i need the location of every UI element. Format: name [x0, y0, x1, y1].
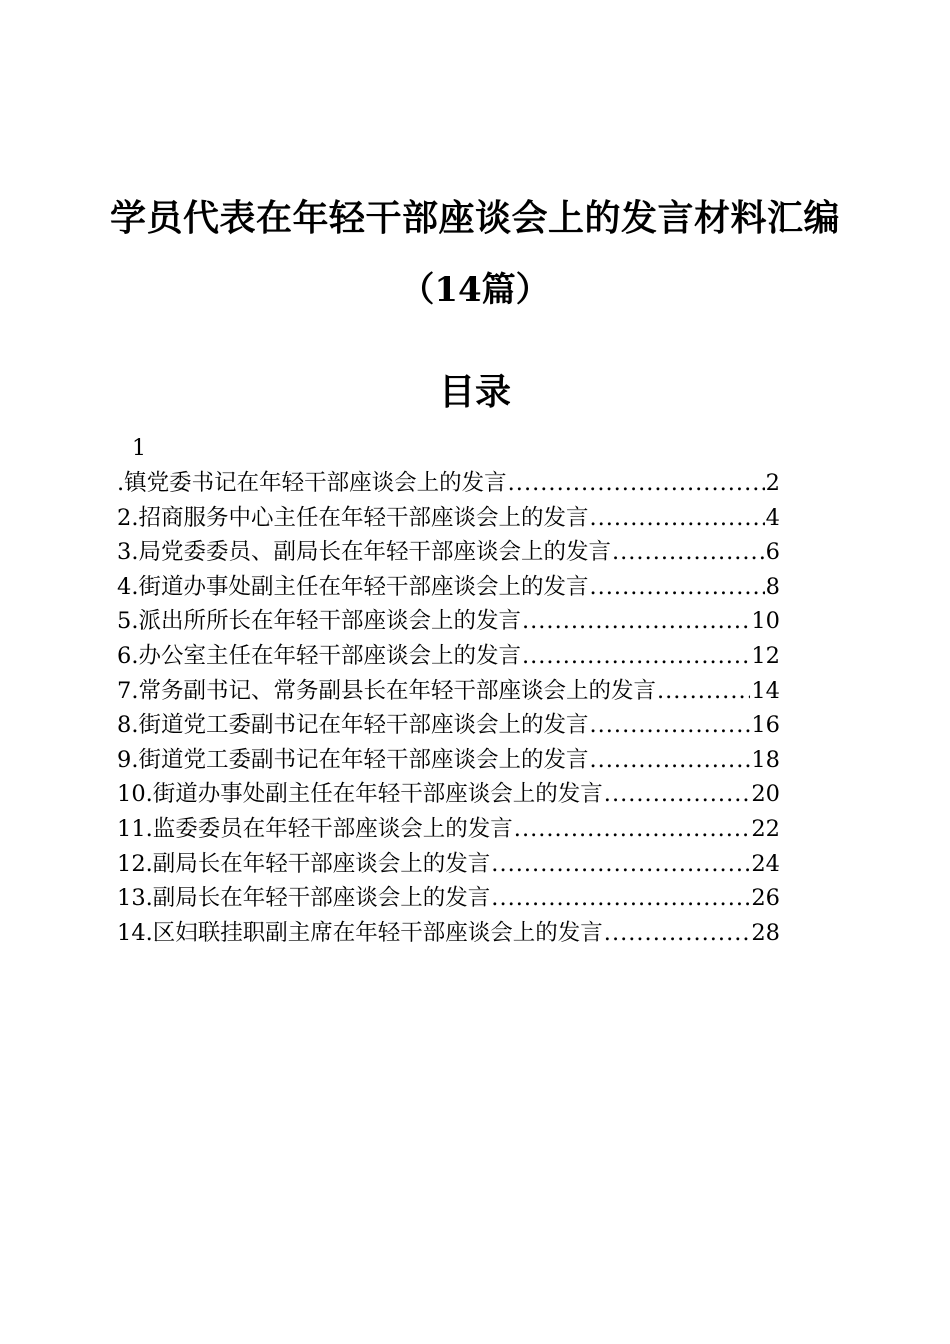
toc-leader-dots	[589, 570, 764, 605]
toc-heading: 目录	[438, 371, 511, 413]
toc-entry-2[interactable]	[117, 501, 780, 536]
toc-leader-dots	[612, 535, 765, 570]
toc-entry-10[interactable]	[117, 777, 780, 812]
document-title: 学员代表在年轻干部座谈会上的发言材料汇编	[109, 197, 840, 239]
toc-entry-page: 26	[751, 885, 780, 912]
toc-leader-dots	[604, 777, 751, 812]
toc-entry-page: 28	[751, 919, 780, 946]
toc-entry-12[interactable]	[117, 847, 780, 882]
toc-leader-dots	[491, 881, 750, 916]
toc-leader-dots	[491, 847, 750, 882]
toc-entry-page: 2	[765, 470, 780, 496]
toc-entry-page: 18	[751, 746, 780, 773]
toc-entry-title: 3.局党委委员、副局长在年轻干部座谈会上的发言	[117, 539, 611, 566]
table-of-contents	[117, 466, 780, 950]
toc-entry-14[interactable]	[117, 916, 780, 951]
toc-entry-title: 10.街道办事处副主任在年轻干部座谈会上的发言	[117, 781, 603, 808]
toc-entry-page: 22	[751, 815, 780, 842]
toc-entry-title: 4.街道办事处副主任在年轻干部座谈会上的发言	[117, 573, 589, 600]
toc-entry-title: 2.招商服务中心主任在年轻干部座谈会上的发言	[117, 504, 589, 531]
stray-number: 1	[132, 436, 146, 461]
toc-entry-title: .镇党委书记在年轻干部座谈会上的发言	[117, 470, 507, 496]
toc-leader-dots	[589, 708, 750, 743]
toc-entry-9[interactable]	[117, 743, 780, 778]
toc-entry-title: 8.街道党工委副书记在年轻干部座谈会上的发言	[117, 712, 589, 739]
toc-leader-dots	[604, 916, 751, 951]
toc-entry-6[interactable]	[117, 639, 780, 674]
toc-entry-page: 24	[751, 850, 780, 877]
toc-entry-title: 6.办公室主任在年轻干部座谈会上的发言	[117, 642, 521, 669]
toc-leader-dots	[657, 674, 750, 709]
toc-entry-5[interactable]	[117, 604, 780, 639]
toc-entry-4[interactable]	[117, 570, 780, 605]
toc-leader-dots	[508, 466, 765, 501]
toc-entry-title: 14.区妇联挂职副主席在年轻干部座谈会上的发言	[117, 919, 603, 946]
toc-entry-title: 9.街道党工委副书记在年轻干部座谈会上的发言	[117, 746, 589, 773]
toc-entry-page: 16	[751, 712, 780, 739]
toc-entry-title: 12.副局长在年轻干部座谈会上的发言	[117, 850, 491, 877]
toc-entry-11[interactable]	[117, 812, 780, 847]
toc-entry-8[interactable]	[117, 708, 780, 743]
toc-leader-dots	[514, 812, 751, 847]
toc-entry-page: 8	[765, 573, 780, 600]
toc-entry-3[interactable]	[117, 535, 780, 570]
toc-entry-page: 6	[765, 539, 780, 566]
toc-entry-title: 7.常务副书记、常务副县长在年轻干部座谈会上的发言	[117, 677, 656, 704]
toc-entry-page: 14	[751, 677, 780, 704]
toc-entry-title: 13.副局长在年轻干部座谈会上的发言	[117, 885, 491, 912]
toc-leader-dots	[522, 639, 750, 674]
toc-leader-dots	[522, 604, 750, 639]
toc-entry-13[interactable]	[117, 881, 780, 916]
toc-entry-7[interactable]	[117, 674, 780, 709]
document-subtitle: （14篇）	[400, 270, 550, 310]
toc-entry-page: 12	[751, 642, 780, 669]
toc-entry-page: 4	[765, 504, 780, 531]
toc-leader-dots	[589, 743, 750, 778]
toc-entry-page: 20	[751, 781, 780, 808]
toc-leader-dots	[589, 501, 764, 536]
toc-entry-title: 11.监委委员在年轻干部座谈会上的发言	[117, 815, 513, 842]
toc-entry-1[interactable]	[117, 466, 780, 501]
toc-entry-title: 5.派出所所长在年轻干部座谈会上的发言	[117, 608, 521, 635]
toc-entry-page: 10	[751, 608, 780, 635]
